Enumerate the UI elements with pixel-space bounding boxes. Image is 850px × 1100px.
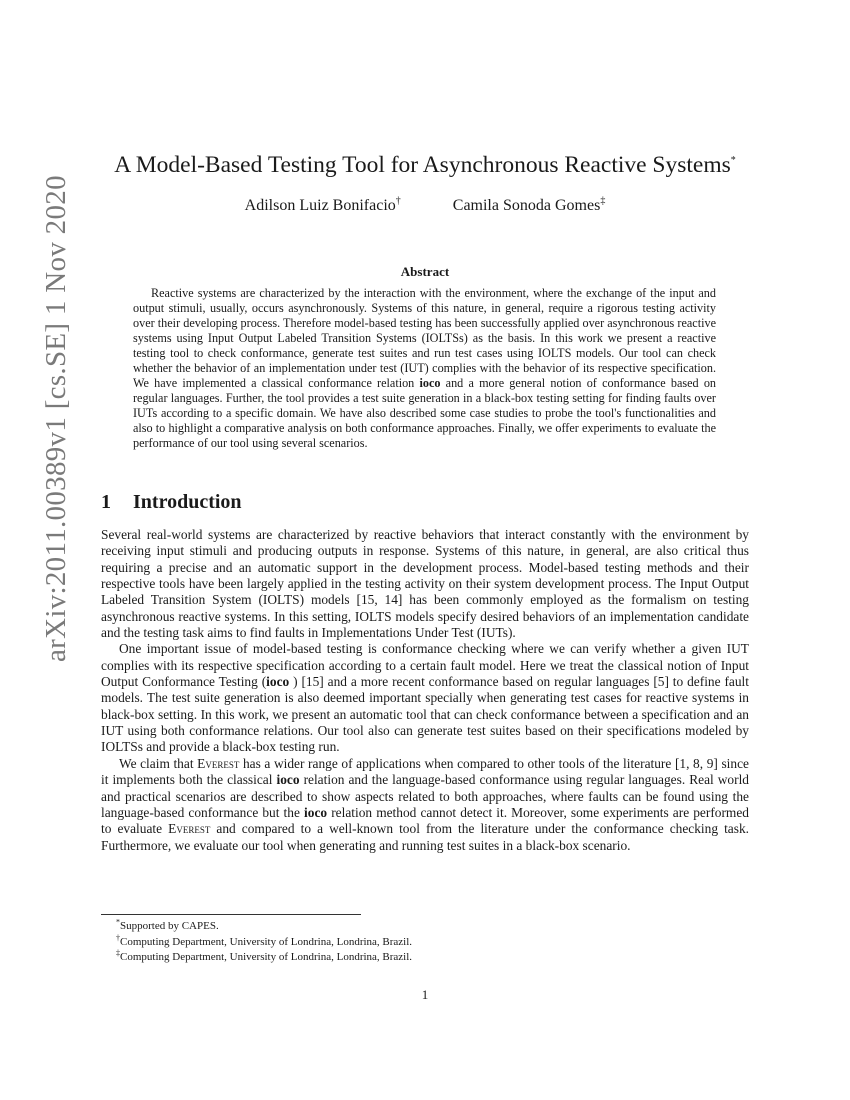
abstract-heading: Abstract (400, 264, 450, 279)
section-heading (101, 491, 242, 514)
footnotes (116, 919, 412, 966)
arxiv-stamp-text: arXiv:2011.00389v1 [cs.SE] 1 Nov 2020 (40, 175, 72, 662)
author: Camila Sonoda Gomes‡ (452, 195, 606, 214)
footnote: *Supported by CAPES. (116, 917, 219, 932)
section-title: Introduction (133, 491, 242, 513)
paragraph: One important issue of model-based testing is conformance checking where we can verify whether a given IUT complies with its respective specification according to a certain fault model. Here we treat the classical notion of Input Output Conformance Testing (ioco ) [15] and a more recent conformance based on regular languages [5] to define fault models. The test suite generation is also deemed important specially when generating test cases for reactive systems in black-box setting. In this work, we present an automatic tool that can check conformance between a specification and an IUT using both conformance relations. Our tool also can generate test suites based on their specifications modeled by IOLTSs and provide a black-box testing run. (101, 641, 749, 755)
paper-title (0, 152, 850, 179)
abstract-text: Reactive systems are characterized by the interaction with the environment, where the exchange of the input and output stimuli, usually, occurs asynchronously. Systems of this nature, in general, require a rigorous testing activity over their developing process. Therefore model-based testing has been successfully applied over asynchronous reactive systems using Input Output Labeled Transition Systems (IOLTSs) as the basis. In this work we present a reactive testing tool to check conformance, generate test suites and run test cases using IOLTS models. Our tool can check whether the behavior of an implementation under test (IUT) complies with the behavior of its respective specification. We have implemented a classical conformance relation ioco and a more general notion of conformance based on regular languages. Further, the tool provides a test suite generation in a black-box testing setting for finding faults over IUTs according to a specific domain. We have also described some case studies to probe the tool's functionalities and also to highlight a comparative analysis on both conformance approaches. Finally, we offer experiments to evaluate the performance of our tool using several scenarios. (133, 286, 717, 451)
section-number: 1 (101, 491, 111, 513)
footnote: ‡Computing Department, University of Londrina, Londrina, Brazil. (116, 948, 413, 963)
body-text (101, 527, 749, 854)
footnote: †Computing Department, University of Londrina, Londrina, Brazil. (116, 932, 413, 948)
tool-name: Everest (168, 821, 211, 837)
paragraph: We claim that Everest has a wider range of applications when compared to other tools of the literature [1, 8, 9] since it implements both the classical ioco relation and the language-based conformance using regular languages. Real world and practical scenarios are described to show aspects related to both approaches, where faults can be found using the language-based conformance but the ioco relation method cannot detect it. Moreover, some experiments are performed to evaluate Everest and compared to a well-known tool from the literature under the conformance checking task. Furthermore, we evaluate our tool when generating and running test suites in a black-box scenario. (101, 755, 750, 853)
footnote-rule (101, 914, 361, 915)
tool-name: Everest (197, 755, 240, 771)
page-number: 1 (421, 987, 429, 1002)
arxiv-stamp (22, 175, 72, 662)
title-footnote-mark: * (730, 155, 736, 167)
title-text: A Model-Based Testing Tool for Asynchronous Reactive Systems (114, 152, 731, 178)
author-list (0, 197, 850, 215)
author: Adilson Luiz Bonifacio† (244, 195, 401, 214)
paragraph: Several real-world systems are characterized by reactive behaviors that interact constantly with the environment by receiving input stimuli and producing outputs in response. Systems of this nature, in general, are also critical thus requiring a precise and an automatic support in the development process. Model-based testing methods and their respective tools have been largely applied in the testing activity on their system development process. The Input Output Labeled Transition System (IOLTS) models [15, 14] has been commonly employed as the formalism on testing asynchronous reactive systems. In this setting, IOLTS models specify desired behaviors of an implementation candidate and the testing task aims to find faults in Implementations Under Test (IUTs). (101, 527, 749, 641)
